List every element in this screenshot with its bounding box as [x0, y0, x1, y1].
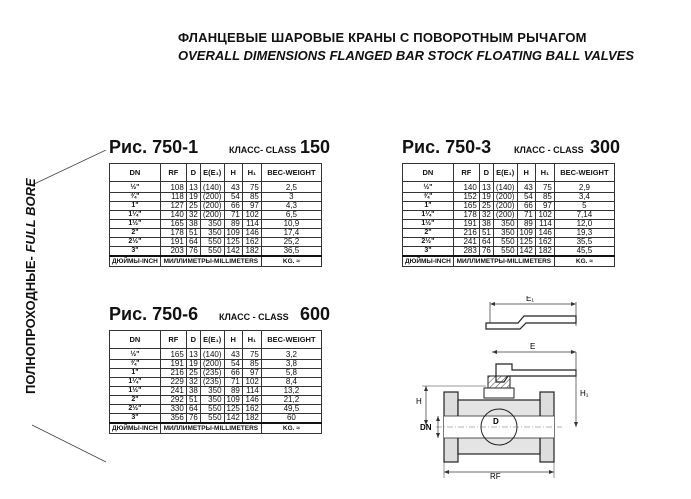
- table-cell: 109: [517, 229, 535, 238]
- table-cell: 109: [224, 229, 242, 238]
- class-value: 600: [300, 304, 331, 324]
- dn-cell: ½": [110, 182, 161, 193]
- table-cell: 85: [535, 193, 554, 202]
- table-cell: 66: [224, 202, 242, 211]
- table-cell: 51: [186, 396, 200, 405]
- table-cell: 118: [160, 193, 186, 202]
- table-cell: 32: [186, 378, 200, 387]
- dn-cell: ¾": [110, 360, 161, 369]
- table-cell: 43: [224, 182, 242, 193]
- table-row: [110, 369, 322, 378]
- table-cell: 350: [200, 396, 224, 405]
- table-row: [110, 414, 322, 424]
- table-cell: (200): [493, 202, 517, 211]
- table-row: [110, 202, 322, 211]
- table-cell: 89: [224, 220, 242, 229]
- table-cell: 125: [517, 238, 535, 247]
- table-cell: 7,14: [554, 211, 614, 220]
- dn-cell: 1½": [110, 387, 161, 396]
- table-cell: 142: [517, 247, 535, 257]
- table-cell: 114: [535, 220, 554, 229]
- bracket-lines: [26, 150, 116, 470]
- figure-label: Рис. 750-1: [109, 137, 199, 157]
- table-cell: 178: [453, 211, 479, 220]
- table-cell: 97: [242, 369, 261, 378]
- table-cell: (200): [200, 193, 224, 202]
- table-row: [110, 396, 322, 405]
- header-row: [403, 164, 615, 182]
- table-cell: 8,4: [261, 378, 321, 387]
- table-cell: (140): [493, 182, 517, 193]
- class-label: КЛАСС- CLASS: [229, 145, 297, 155]
- units-cell: ДЮЙМЫ-INCH: [110, 256, 161, 267]
- label-d: D: [493, 417, 499, 426]
- table-cell: 550: [200, 247, 224, 257]
- label-e1: E₁: [526, 296, 535, 303]
- table-cell: 350: [200, 220, 224, 229]
- table-block-750-1: [109, 137, 331, 267]
- table-cell: 182: [242, 414, 261, 424]
- title-russian: ФЛАНЦЕВЫЕ ШАРОВЫЕ КРАНЫ С ПОВОРОТНЫМ РЫЧАГОМ: [178, 30, 587, 45]
- table-row: [110, 360, 322, 369]
- dn-cell: 2½": [110, 238, 161, 247]
- table-cell: 102: [242, 211, 261, 220]
- column-header: E(E₁): [493, 164, 517, 182]
- column-header: H: [224, 164, 242, 182]
- table-cell: 36,5: [261, 247, 321, 257]
- table-cell: 64: [186, 238, 200, 247]
- table-cell: 19,3: [554, 229, 614, 238]
- table-cell: 550: [200, 405, 224, 414]
- table-cell: 356: [160, 414, 186, 424]
- table-cell: 165: [453, 202, 479, 211]
- column-header: RF: [160, 164, 186, 182]
- table-cell: 350: [493, 229, 517, 238]
- column-header: H₁: [242, 331, 261, 349]
- table-row: [403, 182, 615, 193]
- figure-label: Рис. 750-6: [109, 304, 199, 324]
- table-cell: 142: [224, 414, 242, 424]
- table-cell: 182: [535, 247, 554, 257]
- dimension-table: [109, 163, 322, 267]
- table-cell: 216: [160, 369, 186, 378]
- table-cell: 6,5: [261, 211, 321, 220]
- label-rf: RF: [490, 472, 501, 481]
- class-label: КЛАСС - CLASS: [514, 145, 584, 155]
- table-row: [110, 349, 322, 360]
- table-cell: 550: [200, 414, 224, 424]
- table-cell: 54: [224, 360, 242, 369]
- table-cell: 162: [242, 405, 261, 414]
- units-cell: МИЛЛИМЕТРЫ-MILLIMETERS: [160, 423, 261, 434]
- dn-cell: 3": [403, 247, 454, 257]
- valve-drawing: [400, 296, 600, 481]
- table-cell: (140): [200, 182, 224, 193]
- column-header: ВЕС-WEIGHT: [554, 164, 614, 182]
- table-cell: 35,5: [554, 238, 614, 247]
- header-row: [110, 331, 322, 349]
- column-header: H: [224, 331, 242, 349]
- table-cell: (235): [200, 369, 224, 378]
- table-cell: (200): [493, 211, 517, 220]
- table-cell: 102: [535, 211, 554, 220]
- units-cell: ДЮЙМЫ-INCH: [110, 423, 161, 434]
- table-cell: 114: [242, 387, 261, 396]
- table-cell: 3: [261, 193, 321, 202]
- table-row: [110, 405, 322, 414]
- table-cell: 25,2: [261, 238, 321, 247]
- table-cell: 85: [242, 360, 261, 369]
- table-cell: (200): [200, 211, 224, 220]
- table-cell: 182: [242, 247, 261, 257]
- table-row: [110, 387, 322, 396]
- dimension-table: [109, 330, 322, 434]
- table-row: [403, 247, 615, 257]
- class-value: 150: [300, 137, 331, 157]
- units-cell: МИЛЛИМЕТРЫ-MILLIMETERS: [453, 256, 554, 267]
- table-cell: 2,5: [261, 182, 321, 193]
- column-header: H₁: [535, 164, 554, 182]
- dn-cell: 3": [110, 414, 161, 424]
- table-cell: 292: [160, 396, 186, 405]
- column-header: RF: [453, 164, 479, 182]
- dn-cell: 3": [110, 247, 161, 257]
- dn-cell: 1": [110, 202, 161, 211]
- table-cell: 350: [493, 220, 517, 229]
- table-row: [403, 238, 615, 247]
- table-row: [403, 220, 615, 229]
- table-cell: 5,8: [261, 369, 321, 378]
- table-cell: 19: [186, 360, 200, 369]
- table-cell: 38: [186, 387, 200, 396]
- table-cell: 5: [554, 202, 614, 211]
- table-cell: 76: [186, 414, 200, 424]
- column-header: D: [186, 164, 200, 182]
- table-row: [110, 229, 322, 238]
- column-header: RF: [160, 331, 186, 349]
- dn-cell: ½": [110, 349, 161, 360]
- table-cell: 75: [242, 349, 261, 360]
- table-cell: 191: [453, 220, 479, 229]
- table-cell: 43: [517, 182, 535, 193]
- table-cell: 71: [224, 378, 242, 387]
- table-row: [403, 211, 615, 220]
- table-cell: 51: [479, 229, 493, 238]
- table-cell: 283: [453, 247, 479, 257]
- table-block-750-3: [402, 137, 621, 267]
- table-cell: 64: [186, 405, 200, 414]
- full-bore-label-ru: ПОЛНОПРОХОДНЫЕ-: [23, 252, 38, 394]
- table-row: [110, 238, 322, 247]
- label-h: H: [416, 397, 422, 406]
- table-cell: 109: [224, 396, 242, 405]
- table-cell: 71: [224, 211, 242, 220]
- dn-cell: 1¼": [110, 211, 161, 220]
- column-header: D: [186, 331, 200, 349]
- table-cell: 165: [160, 220, 186, 229]
- column-header: ВЕС-WEIGHT: [261, 331, 321, 349]
- figure-label: Рис. 750-3: [402, 137, 492, 157]
- label-e: E: [530, 342, 536, 351]
- table-cell: 17,4: [261, 229, 321, 238]
- table-cell: 191: [160, 238, 186, 247]
- table-cell: 229: [160, 378, 186, 387]
- table-cell: 4,3: [261, 202, 321, 211]
- dn-cell: ½": [403, 182, 454, 193]
- table-cell: 125: [224, 238, 242, 247]
- class-value: 300: [590, 137, 621, 157]
- table-row: [403, 202, 615, 211]
- table-cell: 54: [517, 193, 535, 202]
- table-heading: [402, 137, 621, 163]
- table-cell: 66: [224, 369, 242, 378]
- table-cell: 21,2: [261, 396, 321, 405]
- dn-cell: 1": [110, 369, 161, 378]
- units-row: [403, 256, 615, 267]
- table-cell: 32: [479, 211, 493, 220]
- table-row: [110, 182, 322, 193]
- table-cell: 550: [493, 238, 517, 247]
- dn-cell: 1½": [403, 220, 454, 229]
- table-cell: 64: [479, 238, 493, 247]
- dimension-table: [402, 163, 615, 267]
- table-cell: 108: [160, 182, 186, 193]
- table-cell: 51: [186, 229, 200, 238]
- column-header: E(E₁): [200, 164, 224, 182]
- column-header: E(E₁): [200, 331, 224, 349]
- table-cell: 3,8: [261, 360, 321, 369]
- dn-cell: 2½": [403, 238, 454, 247]
- units-cell: KG. ≈: [261, 256, 321, 267]
- units-cell: KG. ≈: [554, 256, 614, 267]
- dn-cell: 2": [403, 229, 454, 238]
- label-dn: DN: [420, 423, 432, 432]
- dn-cell: 1½": [110, 220, 161, 229]
- table-cell: 330: [160, 405, 186, 414]
- table-cell: 140: [160, 211, 186, 220]
- dn-cell: 2": [110, 396, 161, 405]
- table-cell: 10,9: [261, 220, 321, 229]
- table-cell: 71: [517, 211, 535, 220]
- table-cell: 146: [535, 229, 554, 238]
- full-bore-label-en: FULL BORE: [23, 178, 38, 253]
- table-block-750-6: [109, 304, 331, 434]
- table-cell: 45,5: [554, 247, 614, 257]
- table-cell: 165: [160, 349, 186, 360]
- table-row: [110, 211, 322, 220]
- table-cell: 60: [261, 414, 321, 424]
- table-cell: 140: [453, 182, 479, 193]
- units-cell: ДЮЙМЫ-INCH: [403, 256, 454, 267]
- table-row: [403, 229, 615, 238]
- table-cell: 75: [535, 182, 554, 193]
- table-cell: 2,9: [554, 182, 614, 193]
- table-row: [110, 378, 322, 387]
- table-cell: 19: [186, 193, 200, 202]
- table-cell: 102: [242, 378, 261, 387]
- table-cell: 125: [224, 405, 242, 414]
- class-label: КЛАСС - CLASS: [219, 312, 289, 322]
- table-cell: 76: [186, 247, 200, 257]
- table-cell: 127: [160, 202, 186, 211]
- table-cell: 191: [160, 360, 186, 369]
- table-cell: 19: [479, 193, 493, 202]
- dn-cell: 2½": [110, 405, 161, 414]
- column-header: DN: [403, 164, 454, 182]
- table-cell: 114: [242, 220, 261, 229]
- table-cell: 203: [160, 247, 186, 257]
- table-cell: 25: [479, 202, 493, 211]
- table-cell: 152: [453, 193, 479, 202]
- table-cell: 85: [242, 193, 261, 202]
- table-cell: 241: [160, 387, 186, 396]
- table-row: [110, 247, 322, 257]
- full-bore-label: [23, 178, 38, 394]
- table-heading: [109, 304, 331, 330]
- dn-cell: 2": [110, 229, 161, 238]
- header-row: [110, 164, 322, 182]
- table-cell: (200): [493, 193, 517, 202]
- dn-cell: ¾": [403, 193, 454, 202]
- table-cell: 241: [453, 238, 479, 247]
- column-header: ВЕС-WEIGHT: [261, 164, 321, 182]
- table-cell: 216: [453, 229, 479, 238]
- table-cell: 89: [517, 220, 535, 229]
- table-cell: (200): [200, 360, 224, 369]
- table-cell: 13: [186, 182, 200, 193]
- table-cell: 3,4: [554, 193, 614, 202]
- table-cell: 12,0: [554, 220, 614, 229]
- table-cell: 178: [160, 229, 186, 238]
- dn-cell: 1¼": [110, 378, 161, 387]
- table-cell: 162: [242, 238, 261, 247]
- table-cell: 550: [493, 247, 517, 257]
- table-row: [403, 193, 615, 202]
- table-cell: (235): [200, 378, 224, 387]
- table-cell: (200): [200, 202, 224, 211]
- dn-cell: 1": [403, 202, 454, 211]
- table-cell: 25: [186, 202, 200, 211]
- dn-cell: ¾": [110, 193, 161, 202]
- units-cell: KG. ≈: [261, 423, 321, 434]
- table-cell: 3,2: [261, 349, 321, 360]
- table-cell: 13: [186, 349, 200, 360]
- table-cell: 142: [224, 247, 242, 257]
- table-cell: 49,5: [261, 405, 321, 414]
- column-header: H: [517, 164, 535, 182]
- column-header: H₁: [242, 164, 261, 182]
- units-row: [110, 423, 322, 434]
- table-cell: 13,2: [261, 387, 321, 396]
- table-cell: 146: [242, 229, 261, 238]
- table-cell: 162: [535, 238, 554, 247]
- units-cell: МИЛЛИМЕТРЫ-MILLIMETERS: [160, 256, 261, 267]
- table-cell: 76: [479, 247, 493, 257]
- table-cell: 43: [224, 349, 242, 360]
- table-cell: 146: [242, 396, 261, 405]
- table-heading: [109, 137, 331, 163]
- table-row: [110, 220, 322, 229]
- table-row: [110, 193, 322, 202]
- column-header: DN: [110, 164, 161, 182]
- table-cell: 550: [200, 238, 224, 247]
- table-cell: (140): [200, 349, 224, 360]
- title-english: OVERALL DIMENSIONS FLANGED BAR STOCK FLOATING BALL VALVES: [178, 48, 634, 63]
- table-cell: 350: [200, 387, 224, 396]
- table-cell: 66: [517, 202, 535, 211]
- label-h1: H₁: [580, 389, 589, 398]
- units-row: [110, 256, 322, 267]
- table-cell: 350: [200, 229, 224, 238]
- table-cell: 89: [224, 387, 242, 396]
- table-cell: 75: [242, 182, 261, 193]
- table-cell: 54: [224, 193, 242, 202]
- table-cell: 13: [479, 182, 493, 193]
- table-cell: 32: [186, 211, 200, 220]
- table-cell: 38: [479, 220, 493, 229]
- column-header: D: [479, 164, 493, 182]
- table-cell: 38: [186, 220, 200, 229]
- dn-cell: 1¼": [403, 211, 454, 220]
- column-header: DN: [110, 331, 161, 349]
- table-cell: 97: [242, 202, 261, 211]
- table-cell: 25: [186, 369, 200, 378]
- table-cell: 97: [535, 202, 554, 211]
